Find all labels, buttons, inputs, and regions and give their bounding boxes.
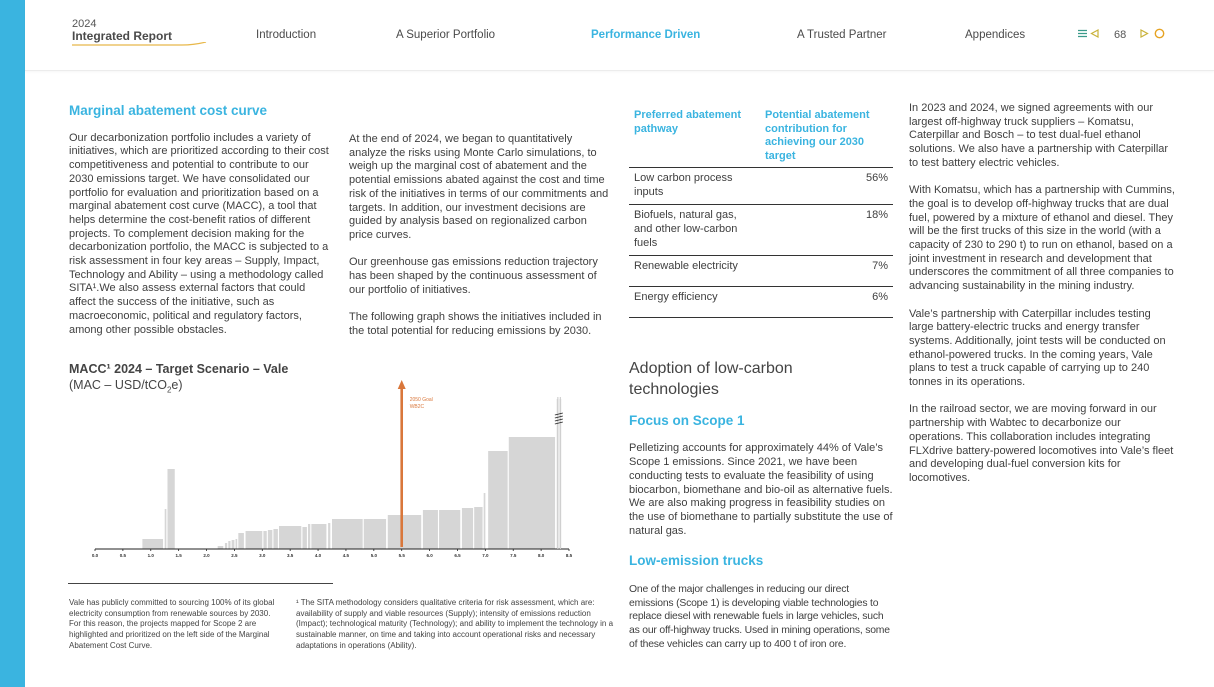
chart-bar — [488, 451, 508, 549]
chart-subtitle-subscript: 2 — [166, 385, 172, 395]
table-header-pathway: Preferred abatement pathway — [629, 106, 760, 167]
x-axis-tick-label: 1.0 — [147, 553, 154, 558]
x-axis-tick-label: 8.5 — [565, 553, 573, 558]
chart-subtitle-suffix: e) — [171, 378, 183, 392]
chart-bar — [228, 541, 230, 549]
x-axis-tick-label: 3.5 — [287, 553, 294, 558]
chart-title: MACC¹ 2024 – Target Scenario – Vale — [69, 362, 289, 376]
table-row — [629, 167, 893, 204]
chart-bar — [308, 524, 310, 549]
report-logo[interactable] — [72, 18, 172, 43]
logo-title: Integrated Report — [72, 29, 173, 43]
goal-label: 2050 Goal — [409, 397, 433, 403]
chart-bar — [484, 493, 486, 549]
chart-bar — [165, 509, 167, 549]
page-navigator — [1078, 28, 1165, 42]
footnote-scope2: Vale has publicly committed to sourcing 100% of its global electricity consumption from renewable sources by 2030. For this reason, the projects mapped for Scope 2 are highlighted and prioritized on the left side of the Marginal Abatement Cost Curve. — [69, 598, 275, 650]
next-page-icon[interactable] — [1140, 29, 1154, 41]
macc-paragraph: Our decarbonization portfolio includes a variety of initiatives, which are prioritized according to their cost competitiveness and potential to contribute to our 2030 emissions target. We have consolidated our portfolio for evaluation and prioritization based on a marginal abatement cost curve (MACC), a tool that helps determine the cost-benefit ratios of different projects. To complement decision making for the decarbonization portfolio, the MACC is subjected to a risk assessment in four key areas – Supply, Impact, Technology and Ability – using a methodology called SITA¹.We also assess external factors that could affect the success of the initiative, such as macroeconomic, political and regulatory factors, among other possible obstacles. — [69, 131, 329, 336]
focus-scope1-heading: Focus on Scope 1 — [629, 412, 745, 428]
table-row — [629, 287, 893, 318]
chart-bar — [302, 527, 306, 549]
x-axis-tick-label: 2.5 — [231, 553, 238, 558]
low-emission-trucks-heading: Low-emission trucks — [629, 553, 764, 569]
table-header-contribution: Potential abatement contribution for achieving our 2030 target — [760, 106, 893, 167]
chart-bar — [225, 543, 227, 549]
macc-chart — [91, 377, 581, 567]
table-header-row — [629, 106, 893, 167]
caterpillar-paragraph: Vale’s partnership with Caterpillar includes testing large battery-electric trucks and energy transfer systems. Additionally, joint tests will be conducted on ethanol-powered trucks. In the coming years, Vale plans to test a truck capable of carrying up to 240 tonnes in its operations. — [909, 307, 1166, 389]
logo-underline-icon — [72, 42, 207, 48]
chart-bar — [364, 519, 386, 549]
axis-break-icon — [555, 413, 563, 424]
logo-year: 2024 — [72, 18, 97, 30]
pathway-cell: Biofuels, natural gas, and other low-carbon fuels — [629, 205, 760, 256]
hamburger-menu-icon[interactable] — [1078, 29, 1090, 41]
x-axis-tick-label: 5.5 — [398, 553, 405, 558]
pathway-cell: Renewable electricity — [629, 256, 760, 287]
chart-bar — [236, 539, 238, 549]
column-1 — [69, 104, 331, 351]
x-axis-tick-label: 1.5 — [175, 553, 182, 558]
x-axis-tick-label: 8.0 — [537, 553, 545, 558]
chart-bar — [273, 529, 277, 549]
chart-bar — [263, 531, 266, 549]
chart-bar — [268, 530, 272, 549]
chart-bar — [474, 507, 482, 549]
chart-bar — [232, 540, 235, 549]
chart-bar — [332, 519, 363, 549]
chart-subtitle-prefix: (MAC – USD/tCO — [69, 378, 167, 392]
graph-intro-paragraph: The following graph shows the initiatives included in the total potential for reducing emissions by 2030. — [349, 311, 602, 337]
value-cell: 7% — [760, 256, 893, 287]
chart-bar — [328, 523, 330, 549]
agreements-paragraph: In 2023 and 2024, we signed agreements with our largest off-highway truck suppliers – Komatsu, Caterpillar and Bosch – to test dual-fuel ethanol solutions. We also have a partnership with Caterpillar to test battery electric vehicles. — [909, 102, 1169, 169]
table-row — [629, 205, 893, 256]
footnote-divider — [68, 583, 333, 584]
x-axis-tick-label: 6.0 — [426, 553, 433, 558]
x-axis-tick-label: 4.5 — [342, 553, 350, 558]
chart-bar — [462, 508, 473, 549]
trajectory-paragraph: Our greenhouse gas emissions reduction trajectory has been shaped by the continuous assessment of our portfolio of initiatives. — [349, 256, 598, 296]
nav-a-trusted-partner[interactable]: A Trusted Partner — [797, 29, 887, 41]
column-3 — [629, 106, 895, 665]
scope1-paragraph: Pelletizing accounts for approximately 44% of Vale’s Scope 1 emissions. Since 2021, we have been conducting tests to evaluate the feasibility of using biocarbon, biomethane and bio-oil as alternative fuels. We are also making progress in feasibility studies on the use of biomethane to partially substitute the use of natural gas. — [629, 442, 893, 537]
chart-bar — [142, 539, 163, 549]
nav-performance-driven[interactable]: Performance Driven — [591, 29, 701, 41]
x-axis-tick-label: 0.5 — [119, 553, 127, 558]
chart-bar — [311, 524, 326, 549]
x-axis-tick-label: 5.0 — [370, 553, 377, 558]
prev-page-icon[interactable] — [1090, 29, 1114, 41]
footnote-sita: ¹ The SITA methodology considers qualitative criteria for risk assessment, which are: availability of supply and viable resources (Supply); intensity of emissions reduction (Impact); technological maturity (Technology); and ability to implement the technology in a sustainable manner, on time and taking into account operational risks and necessary adaptations in operations (Ability). — [296, 598, 614, 650]
home-circle-icon[interactable] — [1154, 28, 1165, 42]
macc-heading: Marginal abatement cost curve — [69, 103, 268, 118]
low-carbon-heading: Adoption of low-carbon technologies — [629, 359, 793, 398]
x-axis-tick-label: 0.0 — [91, 553, 99, 558]
chart-bar — [246, 531, 263, 549]
page-number: 68 — [1114, 29, 1127, 41]
chart-bar — [238, 533, 244, 549]
nav-a-superior-portfolio[interactable]: A Superior Portfolio — [396, 29, 496, 41]
column-4 — [909, 102, 1177, 499]
chart-bar — [279, 526, 301, 549]
value-cell: 56% — [760, 167, 893, 204]
x-axis-tick-label: 2.0 — [203, 553, 210, 558]
nav-appendices[interactable]: Appendices — [965, 29, 1026, 41]
komatsu-paragraph: With Komatsu, which has a partnership with Cummins, the goal is to develop off-highway trucks that are dual fuel, powered by a mixture of ethanol and diesel. They will be the first trucks of this size in the world (with a capacity of 230 to 290 t) to run on ethanol, based on a joint investment in research and development that underscores the commitment of all three companies to advancing sustainability in the mining industry. — [909, 184, 1175, 293]
value-cell: 18% — [760, 205, 893, 256]
goal-label: WB2C — [409, 404, 425, 410]
abatement-table — [629, 106, 893, 318]
side-accent-bar — [0, 0, 25, 687]
chart-bar — [388, 515, 421, 549]
pathway-cell: Low carbon process inputs — [629, 167, 760, 204]
pathway-cell: Energy efficiency — [629, 287, 760, 318]
trucks-paragraph: One of the major challenges in reducing our direct emissions (Scope 1) is developing viable technologies to replace diesel with renewable fuels in large vehicles, such as our off-highway trucks. Used in mining operations, some of these vehicles can carry up to 400 t of iron ore. — [629, 584, 890, 650]
x-axis-tick-label: 3.0 — [259, 553, 266, 558]
nav-introduction[interactable]: Introduction — [256, 29, 317, 41]
table-row — [629, 256, 893, 287]
page-content — [25, 72, 1214, 687]
x-axis-tick-label: 4.0 — [314, 553, 322, 558]
chart-bar — [423, 510, 438, 549]
chart-bar — [167, 469, 174, 549]
monte-carlo-paragraph: At the end of 2024, we began to quantitatively analyze the risks using Monte Carlo simulations, to weigh up the marginal cost of abatement and the potential emissions abated against the cost and time risk of the initiatives in terms of our commitments and targets. In addition, our investment decisions are guided by analysis based on regionalized carbon price curves. — [349, 133, 609, 241]
x-axis-tick-label: 6.5 — [454, 553, 461, 558]
top-nav-bar — [25, 0, 1214, 71]
railroad-paragraph: In the railroad sector, we are moving forward in our partnership with Wabtec to decarbonize our operations. This collaboration includes integrating FLXdrive battery-powered locomotives into Vale’s fleet and developing dual-fuel conversion kits for locomotives. — [909, 403, 1174, 484]
column-2 — [349, 133, 611, 352]
x-axis-tick-label: 7.0 — [482, 553, 489, 558]
value-cell: 6% — [760, 287, 893, 318]
goal-arrow-head-icon — [398, 380, 406, 389]
chart-bar — [509, 437, 555, 549]
chart-bar — [439, 510, 460, 549]
x-axis-tick-label: 7.5 — [510, 553, 517, 558]
